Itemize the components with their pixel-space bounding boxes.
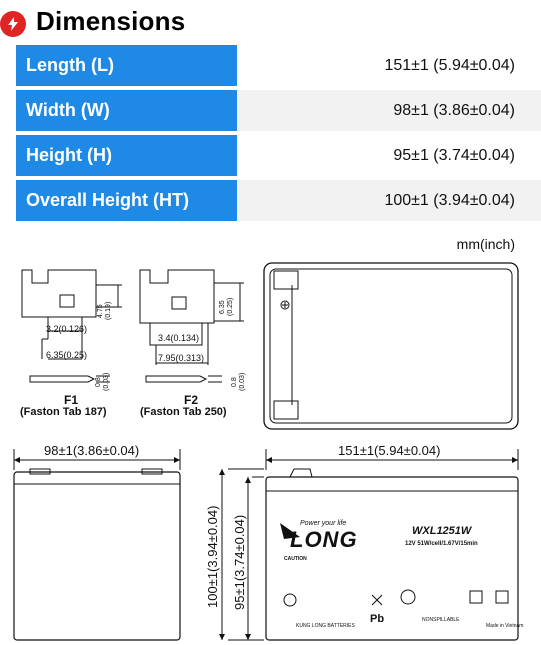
f1-dim-a: 3.2(0.126) [46, 324, 88, 334]
spec-label-width: Width (W) [16, 90, 237, 131]
page-title: Dimensions [36, 6, 186, 36]
battery-rating: 12V 51W/cell/1.67V/15min [405, 541, 478, 547]
f1-thk-in: (0.03) [103, 372, 110, 391]
battery-recycle: NONSPILLABLE [422, 617, 460, 623]
battery-model: WXL1251W [412, 525, 472, 537]
f1-terminal-outline [22, 270, 96, 317]
f1-dim-c-in: (0.19) [105, 301, 112, 320]
unit-note: mm(inch) [456, 236, 515, 252]
f2-dim-b: 7.95(0.313) [158, 353, 205, 363]
f1-dim-c: 4.75 [97, 304, 104, 318]
battery-brand: LONG [290, 527, 358, 552]
terminal-neg-top [274, 271, 298, 289]
f1-hole [60, 295, 74, 307]
f2-caption: (Faston Tab 250) [140, 406, 227, 418]
spec-value-length: 151±1 (5.94±0.04) [384, 56, 515, 74]
width-dimension: 98±1(3.86±0.04) [44, 443, 140, 458]
battery-top-view [264, 263, 518, 429]
battery-pb: Pb [370, 613, 385, 625]
battery-tagline: Power your life [300, 520, 347, 527]
spec-label-overall-height: Overall Height (HT) [16, 180, 237, 221]
f2-thk: 0.8 [231, 377, 238, 387]
spec-value-width: 98±1 (3.86±0.04) [393, 101, 515, 119]
battery-front-view [14, 472, 180, 640]
overall-height-dimension: 100±1(3.94±0.04) [205, 505, 220, 608]
f2-dim-c: 6.35 [219, 300, 226, 314]
height-dimension: 95±1(3.74±0.04) [232, 514, 247, 610]
lightning-circle-icon [0, 11, 26, 37]
f2-name: F2 [184, 393, 199, 407]
f2-hole [172, 297, 186, 309]
f2-thk-in: (0.03) [239, 372, 246, 391]
spec-label-height: Height (H) [16, 135, 237, 176]
f1-dim-b: 6.35(0.25) [46, 350, 88, 360]
f2-dim-c-in: (0.25) [227, 297, 234, 316]
spec-value-height: 95±1 (3.74±0.04) [393, 146, 515, 164]
battery-made-in: Made in Vietnam [486, 623, 524, 629]
f1-name: F1 [64, 393, 79, 407]
spec-value-overall-height: 100±1 (3.94±0.04) [384, 191, 515, 209]
length-dimension: 151±1(5.94±0.04) [338, 443, 441, 458]
f1-thk: 0.8 [95, 377, 102, 387]
terminal-pos-top [274, 401, 298, 419]
f2-dim-a: 3.4(0.134) [158, 333, 200, 343]
battery-caution: CAUTION [284, 556, 307, 562]
spec-label-length: Length (L) [16, 45, 237, 86]
battery-maker: KUNG LONG BATTERIES [296, 623, 355, 629]
f1-caption: (Faston Tab 187) [20, 406, 107, 418]
